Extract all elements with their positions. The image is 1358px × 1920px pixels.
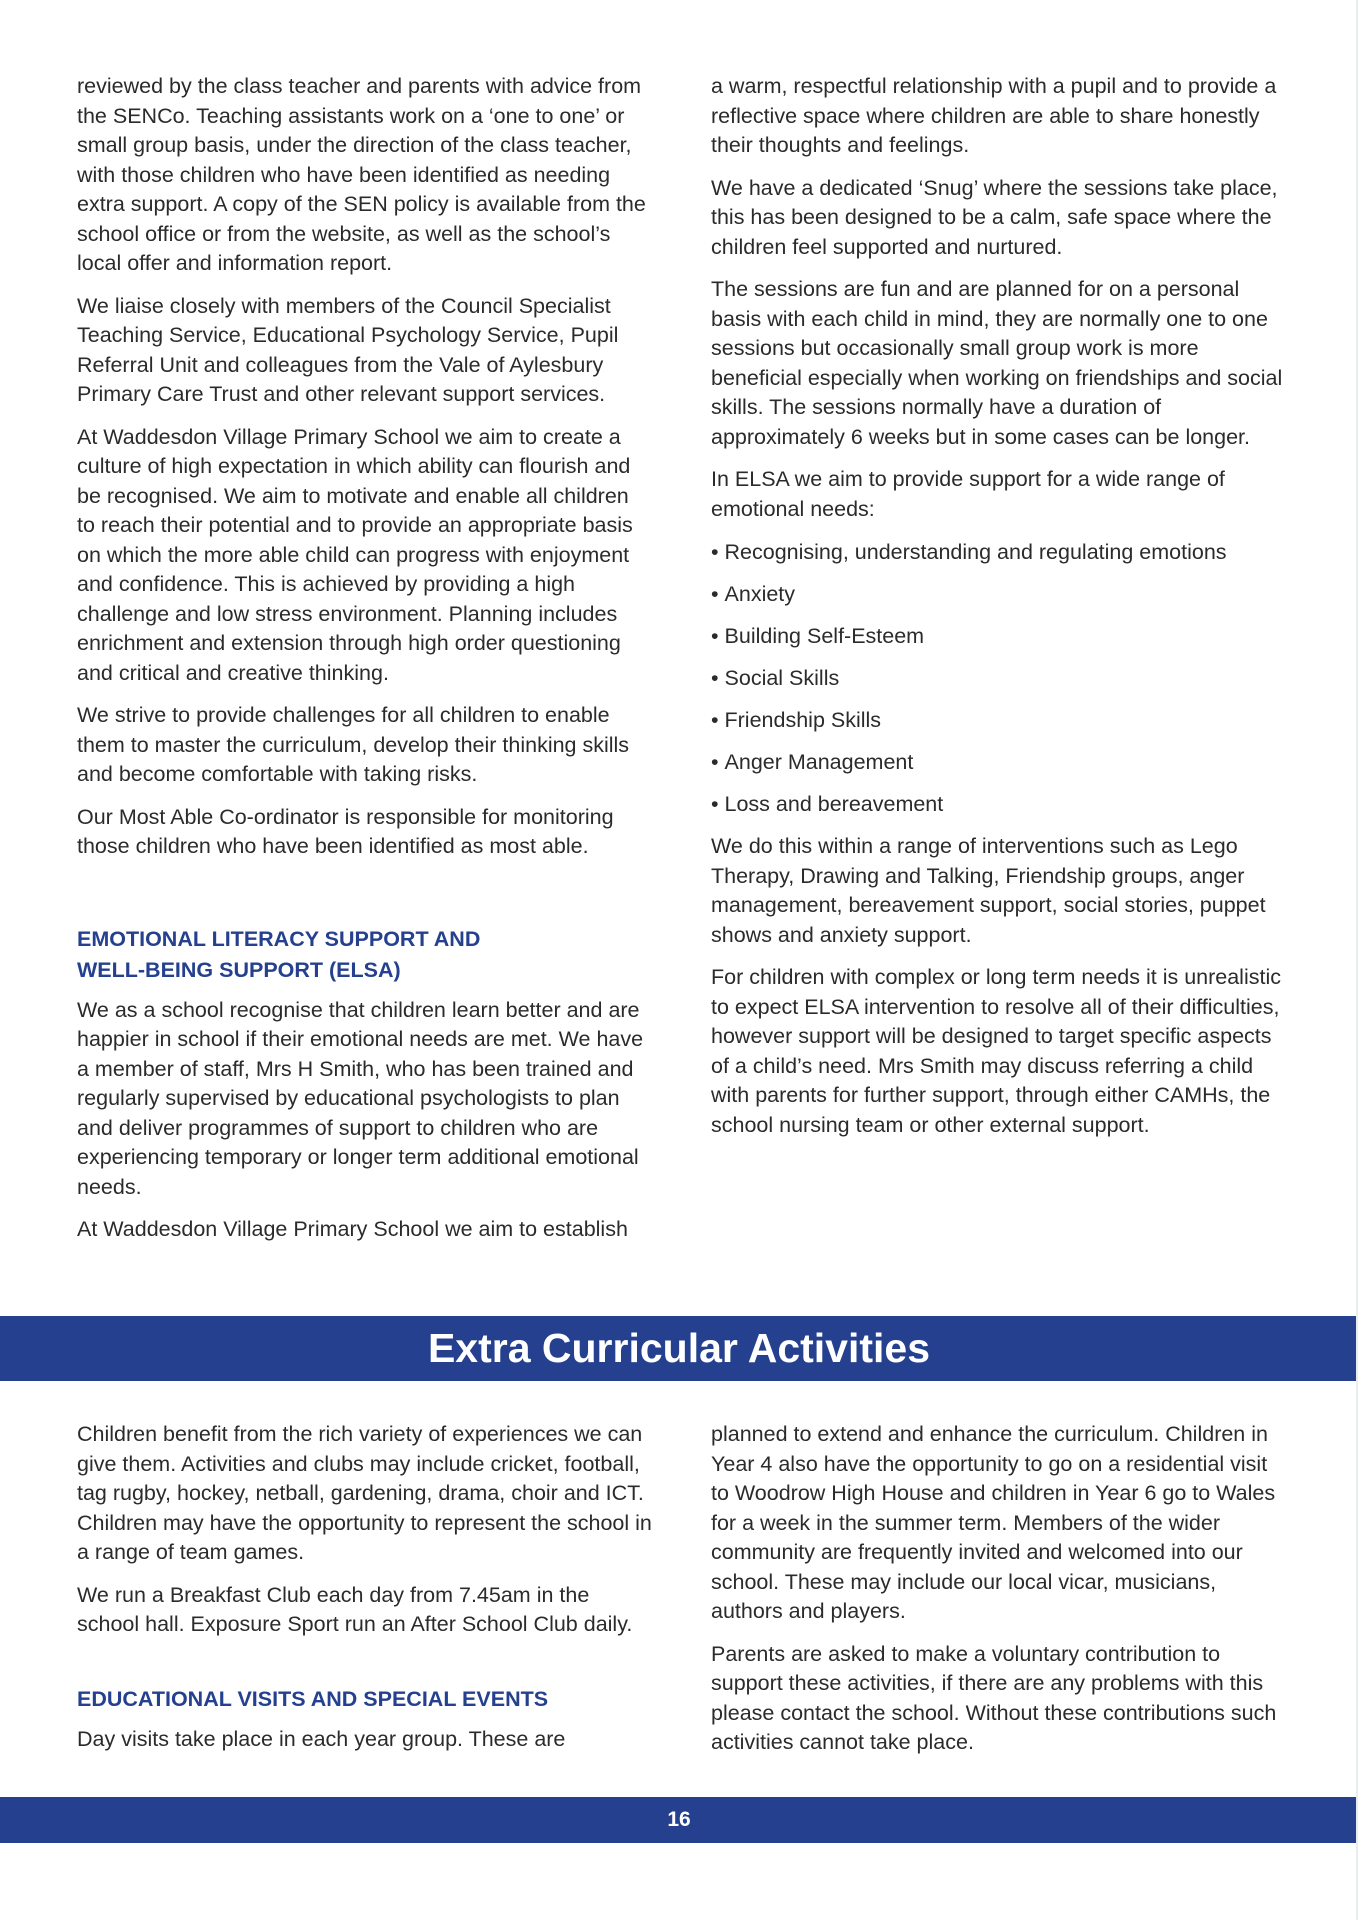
paragraph: In ELSA we aim to provide support for a wide range of emotional needs: (711, 467, 1225, 521)
left-column-bottom (77, 1420, 652, 1767)
banner-title: Extra Curricular Activities (427, 1325, 931, 1371)
right-column-top (711, 72, 1286, 1153)
footer-bar (0, 1797, 1358, 1843)
left-column-top (77, 72, 652, 1258)
list-item: • Building Self-Esteem (711, 621, 1286, 651)
elsa-heading-line: WELL-BEING SUPPORT (ELSA) (77, 957, 401, 982)
list-item: • Recognising, understanding and regulating emotions (711, 537, 1286, 567)
paragraph: At Waddesdon Village Primary School we aim to establish (77, 1217, 628, 1241)
paragraph: a warm, respectful relationship with a pupil and to provide a reflective space where children are able to share honestly their thoughts and feelings. (711, 74, 1277, 157)
page-number: 16 (667, 1808, 691, 1831)
paragraph: We have a dedicated ‘Snug’ where the sessions take place, this has been designed to be a calm, safe space where the children feel supported and nurtured. (711, 175, 1278, 259)
paragraph: We strive to provide challenges for all children to enable them to master the curriculum, develop their thinking skills and become comfortable with taking risks. (77, 703, 630, 786)
paragraph: Our Most Able Co-ordinator is responsible for monitoring those children who have been identified as most able. (77, 804, 614, 858)
paragraph: planned to extend and enhance the curriculum. Children in Year 4 also have the opportunity to go on a residential visit to Woodrow High House and children in Year 6 go to Wales for a week in the summer term. Members of the wider community are frequently invited and welcomed into our school. These may include our local vicar, musicians, authors and players. (711, 1422, 1276, 1623)
paragraph: We run a Breakfast Club each day from 7.45am in the school hall. Exposure Sport run an After School Club daily. (77, 1582, 633, 1636)
list-item: • Social Skills (711, 663, 1286, 693)
elsa-heading-line: EMOTIONAL LITERACY SUPPORT AND (77, 926, 481, 951)
paragraph: We do this within a range of interventions such as Lego Therapy, Drawing and Talking, Friendship groups, anger management, bereavement support, social stories, puppet shows and anxiety support. (711, 834, 1266, 947)
visits-heading: EDUCATIONAL VISITS AND SPECIAL EVENTS (77, 1686, 549, 1711)
paragraph: At Waddesdon Village Primary School we aim to create a culture of high expectation in which ability can flourish and be recognised. We aim to motivate and enable all children to reach their potential and to provide an appropriate basis on which the more able child can progress with enjoyment and confidence. This is achieved by providing a high challenge and low stress environment. Planning includes enrichment and extension through high order questioning and critical and creative thinking. (77, 424, 633, 685)
right-column-bottom (711, 1420, 1286, 1771)
paragraph: For children with complex or long term needs it is unrealistic to expect ELSA intervention to resolve all of their difficulties, however support will be designed to target specific aspects of a child’s need. Mrs Smith may discuss referring a child with parents for further support, through either CAMHs, the school nursing team or other external support. (711, 965, 1281, 1137)
emotional-needs-list (711, 537, 1286, 819)
paragraph: The sessions are fun and are planned for on a personal basis with each child in mind, they are normally one to one sessions but occasionally small group work is more beneficial especially when working on friendships and social skills. The sessions normally have a duration of approximately 6 weeks but in some cases can be longer. (711, 277, 1283, 449)
list-item: • Loss and bereavement (711, 789, 1286, 819)
list-item: • Friendship Skills (711, 705, 1286, 735)
list-item: • Anxiety (711, 579, 1286, 609)
list-item: • Anger Management (711, 747, 1286, 777)
paragraph: Day visits take place in each year group. These are (77, 1726, 566, 1751)
paragraph: reviewed by the class teacher and parents with advice from the SENCo. Teaching assistants work on a ‘one to one’ or small group basis, under the direction of the class teacher, with those children who have been identified as needing extra support. A copy of the SEN policy is available from the school office or from the website, as well as the school’s local offer and information report. (77, 74, 646, 275)
paragraph: We liaise closely with members of the Council Specialist Teaching Service, Educational Psychology Service, Pupil Referral Unit and colleagues from the Vale of Aylesbury Primary Care Trust and other relevant support services. (77, 293, 619, 406)
paragraph: We as a school recognise that children learn better and are happier in school if their emotional needs are met. We have a member of staff, Mrs H Smith, who has been trained and regularly supervised by educational psychologists to plan and deliver programmes of support to children who are experiencing temporary or longer term additional emotional needs. (77, 997, 644, 1199)
paragraph: Children benefit from the rich variety of experiences we can give them. Activities and clubs may include cricket, football, tag rugby, hockey, netball, gardening, drama, choir and ICT. Children may have the opportunity to represent the school in a range of team games. (77, 1422, 652, 1564)
section-banner (0, 1316, 1358, 1381)
elsa-heading (77, 924, 652, 986)
paragraph: Parents are asked to make a voluntary contribution to support these activities, if there are any problems with this please contact the school. Without these contributions such activities cannot take place. (711, 1641, 1277, 1754)
